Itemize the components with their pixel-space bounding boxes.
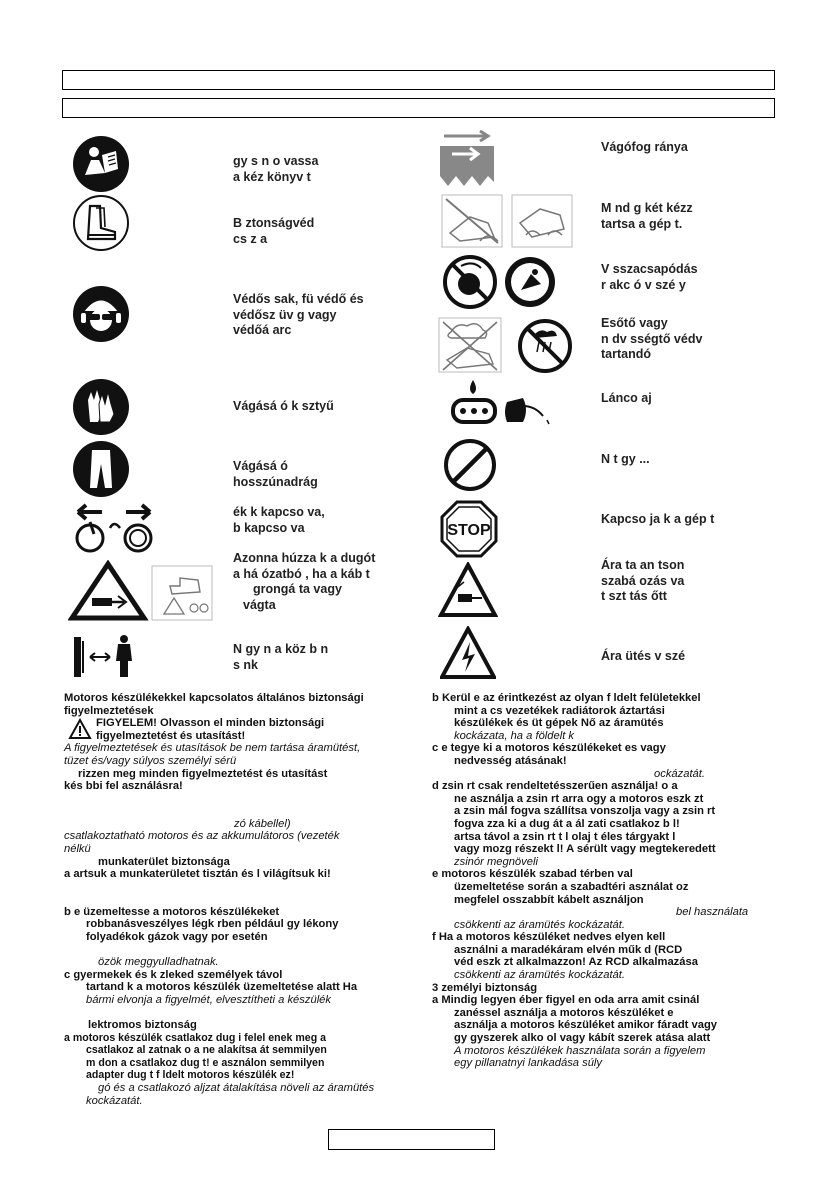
left-line: zó kábellel) [234, 817, 291, 830]
left-gap [64, 1006, 416, 1019]
left-line: csatlakoztatható motoros és az akkumulátoros (vezeték [64, 830, 340, 843]
right-line: nedvesség atásának! [454, 754, 567, 767]
kickback-danger-icon [443, 254, 557, 310]
right-line: üzemeltetése során a szabadtéri asználat oz [454, 880, 689, 893]
right-line: a Mindig legyen éber figyel en oda arra amit csinál [432, 994, 700, 1007]
left-line: munkaterület biztonsága [98, 855, 230, 868]
right-line: fogva zza ki a dug át a ál zati csatlakoz b l! [454, 817, 680, 830]
left-line: a motoros készülék csatlakoz dug i felel enek meg a [64, 1031, 326, 1044]
left-line: csatlakoz al zatnak o a ne alakítsa át semmilyen [86, 1044, 327, 1057]
left-line: nélkü [64, 842, 91, 855]
left-line: özök meggyulladhatnak. [98, 956, 219, 969]
stop-icon-text: STOP [447, 522, 491, 539]
electric-shock-icon [440, 626, 496, 680]
warning-triangle-icon [68, 718, 92, 740]
right-line: bel használata [676, 906, 749, 919]
left-line: c gyermekek és k zleked személyek távol [64, 968, 283, 981]
left-line: tartand k a motoros készülék üzemeltetése alatt Ha [86, 981, 358, 994]
unplug-cable-damage-icon [68, 560, 216, 624]
right-line: asználja a motoros készüléket amikor fáradt vagy [454, 1019, 718, 1032]
left-gap [64, 793, 416, 818]
no-rain-icon [437, 316, 579, 374]
read-manual-icon [72, 135, 130, 193]
icon-label-unplug: Azonna húzza k a dugót a há ózatbó , ha a káb t grongá ta vagy vágta [233, 551, 376, 612]
left-line: Motoros készülékekkel kapcsolatos általános biztonsági [64, 692, 364, 704]
right-text-column [432, 692, 782, 1070]
stop-icon [440, 500, 498, 558]
left-line: a artsuk a munkaterületet tisztán és l világítsuk ki! [64, 868, 331, 881]
right-line: a zsin mál fogva szállítsa vonszolja vagy a zsin rt [454, 805, 716, 818]
icon-label-electric-shock: Ára ütés v szé [601, 649, 686, 663]
icon-label-gloves: Vágásá ó k sztyű [233, 399, 334, 413]
right-line: asználni a maradékáram elvén műk d (RCD [454, 943, 683, 956]
right-line: 3 zemélyi biztonság [432, 981, 538, 994]
right-line: gy gyszerek alko ol vagy kábít szerek atása alatt [454, 1032, 711, 1045]
switch-on-off-icon [68, 500, 160, 556]
right-line: készülékek és üt gépek Nő az áramütés [454, 717, 664, 730]
right-line: f Ha a motoros készüléket nedves elyen kell [432, 931, 666, 944]
cutting-teeth-direction-icon [438, 128, 496, 188]
left-gap [64, 944, 416, 957]
right-line: vagy mozg részekt l! A sérült vagy megtekeredett [454, 843, 716, 856]
icon-label-prohibited: N t gy ... [601, 452, 650, 466]
right-line: csökkenti az áramütés kockázatát. [454, 918, 625, 931]
left-line: rizzen meg minden figyelmeztetést és utasítást [78, 767, 328, 780]
icon-label-two-hands: M nd g két kézz tartsa a gép t. [601, 201, 693, 231]
right-line: ne asználja a zsin rt arra ogy a motoros eszk zt [454, 792, 704, 805]
icon-label-switch: ék k kapcso va, b kapcso va [233, 505, 325, 535]
right-line: csökkenti az áramütés kockázatát. [454, 969, 625, 982]
left-line: kés bbi fel asználásra! [64, 780, 183, 793]
right-line: megfelel osszabbít kábelt asználjon [454, 893, 644, 906]
icon-label-stop: Kapcso ja k a gép t [601, 512, 715, 526]
header-box-top [62, 70, 775, 90]
left-line: tüzet és/vagy súlyos személyi sérü [64, 754, 237, 767]
icon-label-kickback: V sszacsapódás r akc ó v szé y [601, 262, 698, 292]
right-line: d zsin rt csak rendeltetésszerűen asználja! o a [432, 780, 678, 793]
right-line: véd eszk zt alkalmazzon! Az RCD alkalmazása [454, 956, 698, 969]
right-line: zsinór megnöveli [454, 855, 538, 868]
icon-label-cable-damage: Ára ta an tson szabá ozás va t szt tás őtt [601, 558, 685, 603]
icon-label-no-rain: Esőtő vagy n dv sségtő védv tartandó [601, 316, 703, 361]
right-line: zanéssel asználja a motoros készüléket e [454, 1006, 674, 1019]
cable-damage-warning-icon [438, 562, 498, 618]
right-line: kockázata, ha a földelt k [454, 729, 575, 742]
icon-label-distance: N gy n a köz b n s nk [233, 642, 329, 672]
head-eye-ear-protection-icon [72, 285, 130, 343]
safety-boots-icon [72, 194, 130, 252]
cut-resistant-trousers-icon [72, 440, 130, 498]
chain-oil-icon [447, 376, 557, 432]
left-line: folyadékok gázok vagy por esetén [86, 930, 268, 943]
icon-label-safety-boots: B ztonságvéd cs z a [233, 216, 315, 246]
left-line: m don a csatlakoz dug t! e asználon semmilyen [86, 1056, 325, 1069]
prohibited-icon [442, 437, 498, 493]
right-line: e motoros készülék szabad térben val [432, 868, 633, 881]
right-line: b Kerül e az érintkezést az olyan f ldelt felületekkel [432, 692, 701, 704]
right-line: c e tegye ki a motoros készülékeket es vagy [432, 742, 666, 755]
left-gap [64, 881, 416, 906]
left-line: b e üzemeltesse a motoros készülékeket [64, 905, 280, 918]
right-line: mint a cs vezetékek radiátorok áztartási [454, 704, 665, 717]
footer-page-box [328, 1129, 495, 1150]
left-line: bármi elvonja a figyelmét, elvesztítheti a készülék [86, 993, 331, 1006]
icon-label-teeth-direction: Vágófog ránya [601, 140, 688, 154]
right-line: A motoros készülékek használata során a figyelem [454, 1044, 706, 1057]
left-line: figyelmeztetést és utasítást! [96, 729, 246, 742]
right-line: egy pillanatnyi lankadása súly [454, 1057, 603, 1070]
icon-label-head-protection: Védős sak, fü védő és védősz üv g vagy védőá arc [233, 292, 364, 337]
bystander-distance-icon [70, 633, 140, 681]
icon-label-chain-oil: Lánco aj [601, 391, 652, 405]
left-line: gó és a csatlakozó aljzat átalakítása növeli az áramütés [98, 1082, 375, 1095]
header-box-second [62, 98, 775, 118]
left-line: robbanásveszélyes légk rben például gy lékony [86, 918, 339, 931]
left-line: lektromos biztonság [88, 1019, 197, 1032]
icon-label-trousers: Vágásá ó hosszúnadrág [233, 459, 318, 489]
left-line: figyelmeztetések [64, 704, 154, 717]
two-hands-operation-icon [440, 193, 574, 249]
cut-resistant-gloves-icon [72, 378, 130, 436]
left-line: A figyelmeztetések és utasítások be nem tartása áramütést, [64, 742, 361, 755]
left-line: adapter dug t f ldelt motoros készülék ez! [86, 1069, 295, 1082]
left-text-column [64, 692, 416, 1107]
warning-block [64, 717, 416, 742]
icon-label-read-manual: gy s n o vassa a kéz könyv t [233, 154, 319, 184]
left-line: kockázatát. [86, 1094, 143, 1107]
right-line: artsa távol a zsin rt t l olaj t éles tárgyakt l [454, 830, 676, 843]
right-line: ockázatát. [654, 767, 705, 780]
left-line: FIGYELEM! Olvasson el minden biztonsági [96, 717, 325, 730]
